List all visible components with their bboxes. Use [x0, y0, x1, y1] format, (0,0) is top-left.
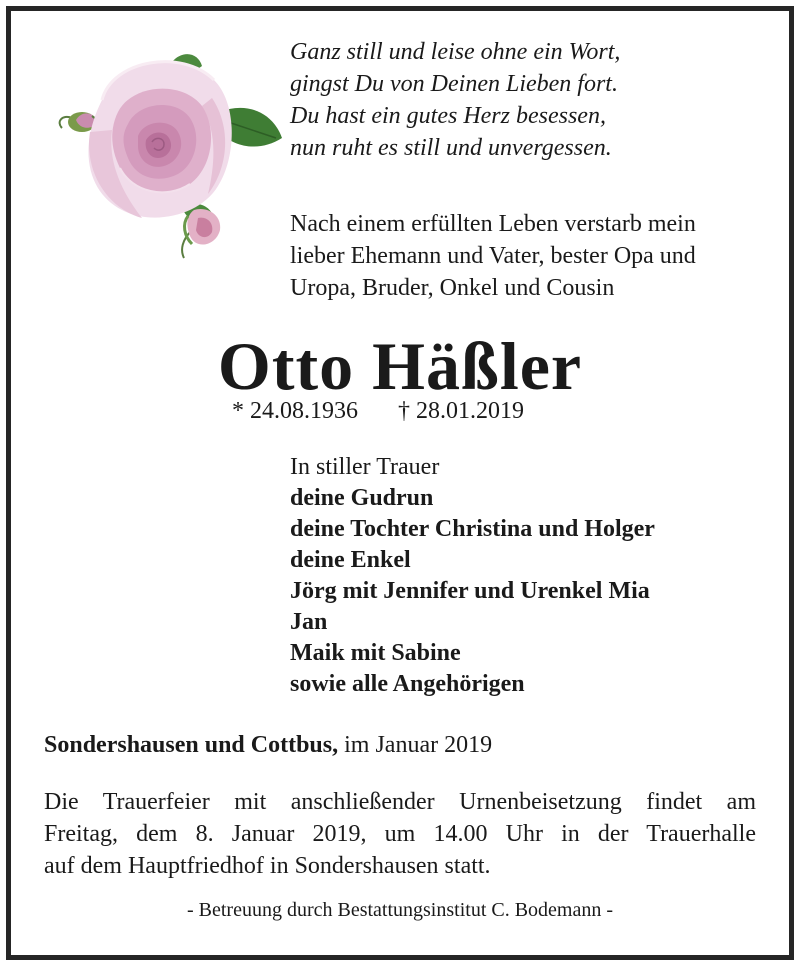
rose-image [32, 40, 282, 265]
service-line: auf dem Hauptfriedhof in Sondershausen statt. [44, 853, 491, 879]
mourner-line: deine Gudrun [290, 485, 434, 511]
death-date: † 28.01.2019 [398, 398, 524, 424]
intro-line: Nach einem erfüllten Leben verstarb mein [290, 211, 696, 237]
birth-date: * 24.08.1936 [232, 398, 358, 424]
funeral-home-credit: - Betreuung durch Bestattungsinstitut C. Bodemann - [186, 899, 614, 921]
mourners-heading: In stiller Trauer [290, 454, 440, 480]
poem-line: Du hast ein gutes Herz besessen, [290, 103, 606, 129]
mourner-line: deine Tochter Christina und Holger [290, 516, 655, 542]
mourner-line: Jan [290, 609, 328, 635]
mourner-line: sowie alle Angehörigen [290, 671, 525, 697]
place-location: Sondershausen und Cottbus, [44, 732, 339, 758]
poem-line: nun ruht es still und unvergessen. [290, 135, 612, 161]
poem [290, 36, 620, 164]
service-line: Die Trauerfeier mit anschließender Urnenbeisetzung findet am [44, 789, 756, 815]
mourner-line: Jörg mit Jennifer und Urenkel Mia [290, 578, 650, 604]
poem-line: gingst Du von Deinen Lieben fort. [290, 71, 618, 97]
mourner-line: Maik mit Sabine [290, 640, 461, 666]
place-and-date [44, 730, 492, 760]
intro-line: lieber Ehemann und Vater, bester Opa und [290, 243, 696, 269]
life-dates [232, 396, 524, 426]
place-date: im Januar 2019 [344, 732, 493, 758]
mourners-list [290, 452, 655, 700]
service-line: Freitag, dem 8. Januar 2019, um 14.00 Uhr in der Trauerhalle [44, 821, 756, 847]
deceased-name: Otto Häßler [217, 328, 583, 404]
intro-line: Uropa, Bruder, Onkel und Cousin [290, 275, 615, 301]
service-info [44, 786, 756, 882]
poem-line: Ganz still und leise ohne ein Wort, [290, 39, 621, 65]
mourner-line: deine Enkel [290, 547, 411, 573]
intro-text [290, 208, 696, 304]
